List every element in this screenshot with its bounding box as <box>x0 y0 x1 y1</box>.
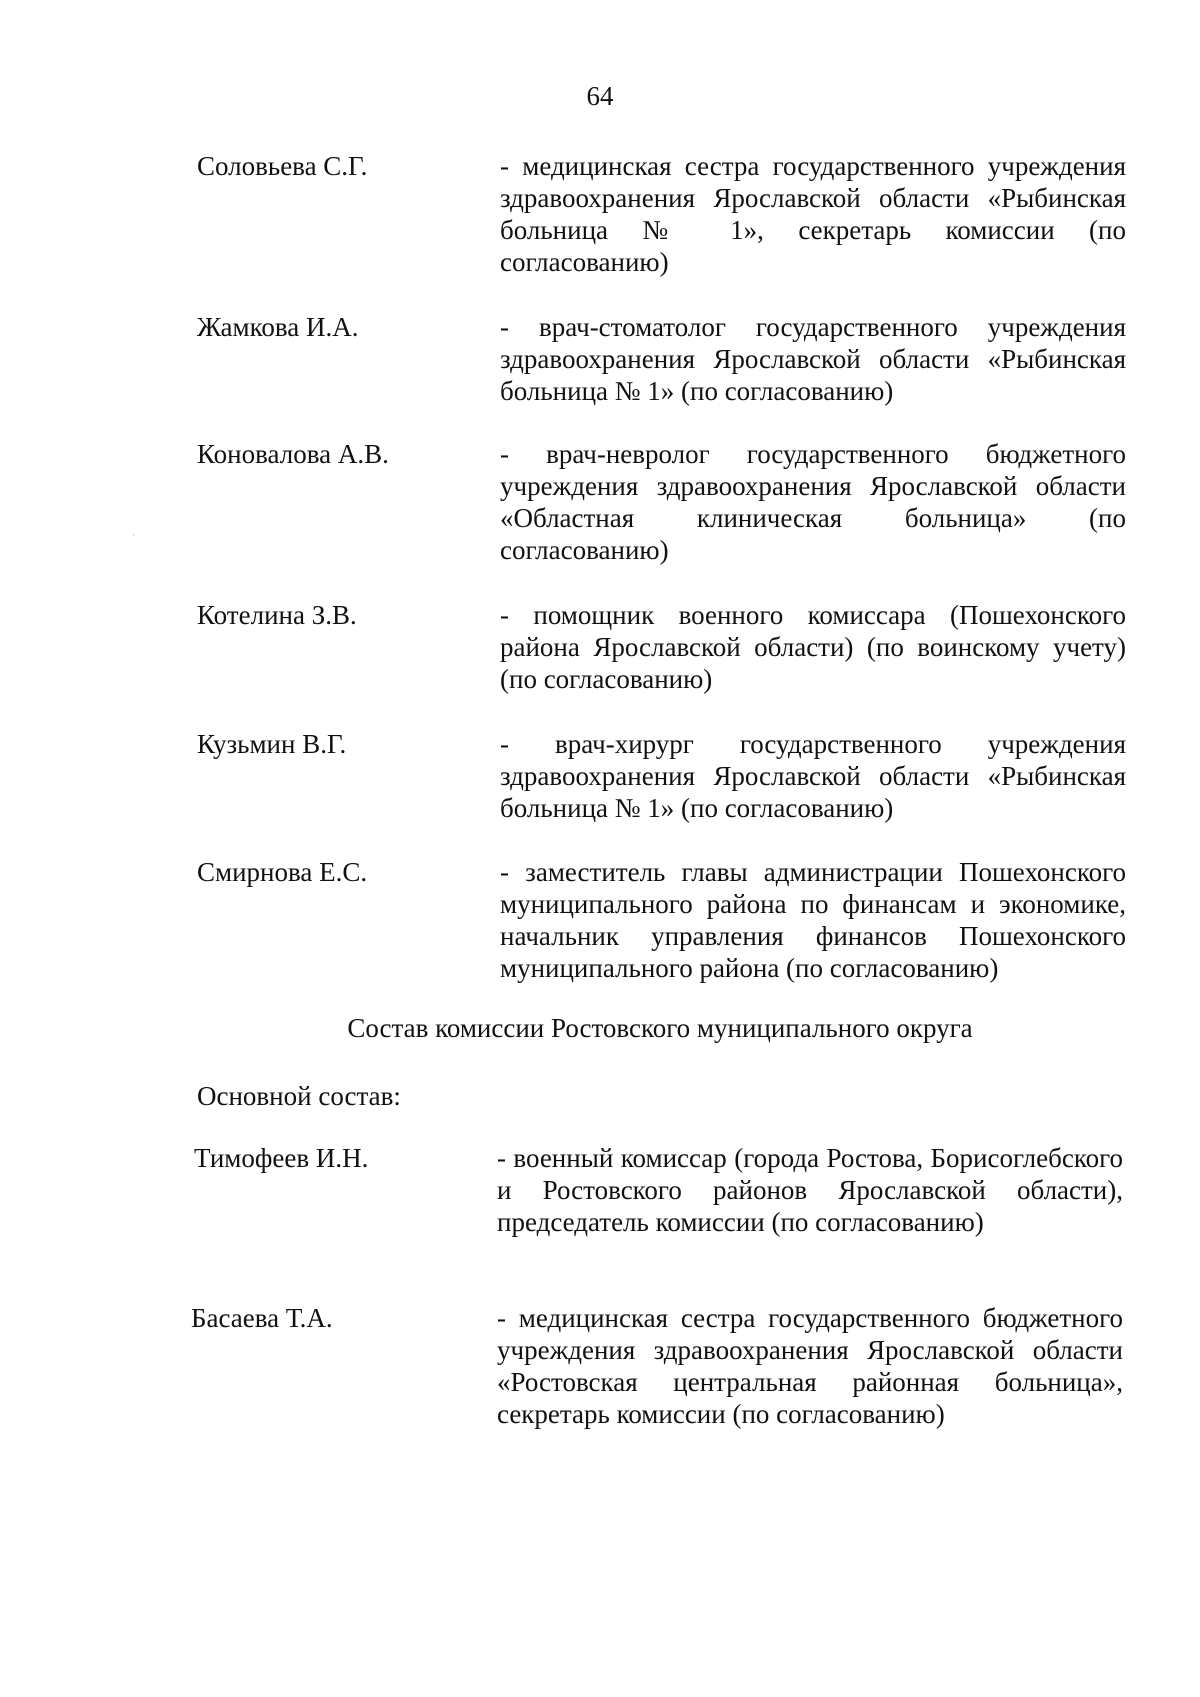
member-description: - военный комиссар (города Ростова, Борисоглебского и Ростовского районов Ярославской области), председатель комиссии (по согласованию) <box>497 1143 1123 1237</box>
member-name: Кузьмин В.Г. <box>197 729 347 759</box>
member-description: - помощник военного комиссара (Пошехонского района Ярославской области) (по воинскому учету) (по согласованию) <box>500 600 1126 694</box>
member-description: - медицинская сестра государственного бюджетного учреждения здравоохранения Ярославской области «Ростовская центральная районная больница», секретарь комиссии (по согласованию) <box>497 1303 1123 1429</box>
member-name: Басаева Т.А. <box>191 1303 333 1333</box>
member-description: - заместитель главы администрации Пошехонского муниципального района по финансам и экономике, начальник управления финансов Пошехонского муниципального района (по согласованию) <box>500 857 1126 983</box>
subsection-label: Основной состав: <box>197 1081 401 1111</box>
member-description: - медицинская сестра государственного учреждения здравоохранения Ярославской области «Рыбинская больница № 1», секретарь комиссии (по согласованию) <box>500 151 1126 277</box>
member-name: Коновалова А.В. <box>197 439 389 469</box>
member-description: - врач-стоматолог государственного учреждения здравоохранения Ярославской области «Рыбинская больница № 1» (по согласованию) <box>500 312 1126 406</box>
member-name: Котелина З.В. <box>197 600 357 630</box>
page-number: 64 <box>586 81 614 111</box>
member-name: Тимофеев И.Н. <box>194 1143 369 1173</box>
member-name: Соловьева С.Г. <box>197 151 368 181</box>
member-description: - врач-хирург государственного учреждения здравоохранения Ярославской области «Рыбинская больница № 1» (по согласованию) <box>500 729 1126 823</box>
member-description: - врач-невролог государственного бюджетного учреждения здравоохранения Ярославской области «Областная клиническая больница» (по согласованию) <box>500 439 1126 565</box>
scan-artifact-mark <box>133 534 134 536</box>
member-name: Жамкова И.А. <box>197 312 359 342</box>
section-heading: Состав комиссии Ростовского муниципального округа <box>347 1013 973 1043</box>
member-name: Смирнова Е.С. <box>197 857 368 887</box>
